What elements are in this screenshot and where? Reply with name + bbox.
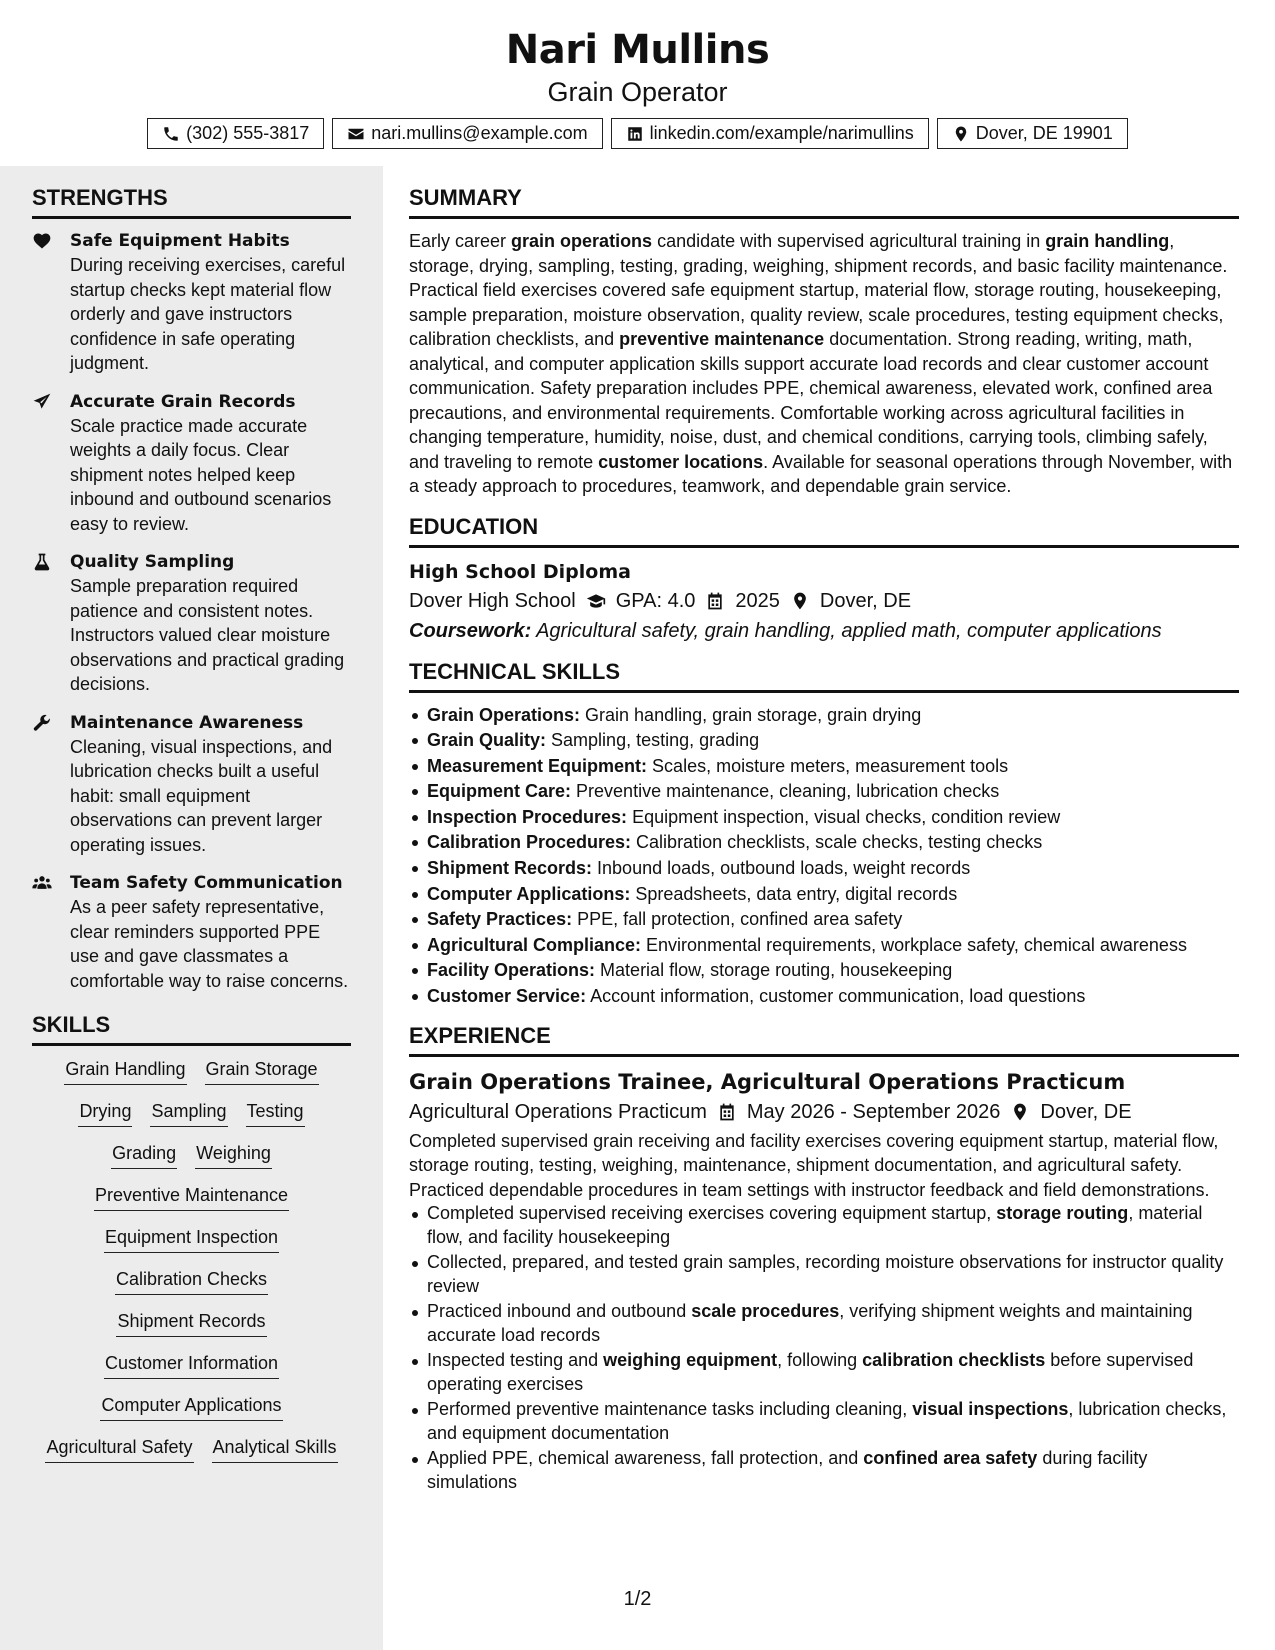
strength-item	[32, 871, 351, 993]
technical-skill-label: Inspection Procedures:	[427, 806, 628, 827]
calendar-icon	[717, 1102, 737, 1122]
skill-row	[45, 1434, 337, 1463]
education-heading: EDUCATION	[409, 513, 1239, 548]
strength-desc: Cleaning, visual inspections, and lubrication checks built a useful habit: small equipment observations can prevent larger operating issues.	[70, 736, 333, 855]
job-bullet-fragment: scale procedures	[691, 1301, 840, 1322]
contact-location[interactable]	[937, 118, 1128, 149]
contact-linkedin-text: linkedin.com/example/narimullins	[649, 123, 914, 143]
job-bullet-fragment: , verifying shipment weights and maintaining accurate load records	[427, 1301, 1193, 1345]
resume-header	[0, 0, 1275, 149]
job-bullet-fragment: Completed supervised receiving exercises covering equipment startup,	[427, 1203, 997, 1224]
page-number: 1/2	[623, 1588, 652, 1610]
skill-tag: Computer Applications	[100, 1392, 282, 1421]
skill-row	[104, 1224, 279, 1253]
skill-tag: Analytical Skills	[212, 1434, 338, 1463]
graduation-cap-icon	[586, 591, 606, 611]
gpa: GPA: 4.0	[615, 589, 696, 612]
technical-skill-label: Customer Service:	[427, 986, 587, 1007]
strength-item	[32, 229, 351, 376]
technical-skill-item	[409, 728, 1239, 754]
contact-email[interactable]	[332, 118, 602, 149]
technical-skill-item	[409, 754, 1239, 780]
technical-skill-value: Material flow, storage routing, housekeeping	[595, 960, 953, 981]
skill-tag: Preventive Maintenance	[94, 1182, 289, 1211]
technical-skill-label: Shipment Records:	[427, 858, 593, 879]
coursework-label: Coursework:	[409, 619, 532, 642]
map-pin-icon	[790, 591, 810, 611]
strength-desc: Sample preparation required patience and consistent notes. Instructors valued clear moisture observations and practical grading decisions.	[70, 576, 345, 694]
skill-tag: Grain Handling	[64, 1056, 186, 1085]
school-name: Dover High School	[409, 589, 576, 612]
strengths-heading: STRENGTHS	[32, 184, 351, 219]
job-bullet	[409, 1300, 1239, 1347]
technical-skill-value: Calibration checklists, scale checks, testing checks	[631, 832, 1043, 853]
technical-skill-value: PPE, fall protection, confined area safety	[572, 909, 903, 930]
flask-icon	[32, 552, 52, 572]
strength-title: Quality Sampling	[70, 552, 235, 572]
technical-skill-label: Calibration Procedures:	[427, 832, 632, 853]
summary-fragment: documentation. Strong reading, writing, math, analytical, and computer application skills support accurate load records and clear customer account communication. Safety preparation includes PPE, chemical awareness, elevated work, confined area precautions, and environmental requirements. Comfortable working across agricultural facilities in changing temperature, humidity, noise, dust, and chemical conditions, carrying tools, climbing safely, and traveling to remote	[409, 329, 1213, 472]
technical-skill-label: Computer Applications:	[427, 883, 631, 904]
technical-skill-label: Equipment Care:	[427, 781, 572, 802]
contact-linkedin[interactable]	[611, 118, 929, 149]
skill-tag: Customer Information	[104, 1350, 279, 1379]
wrench-icon	[32, 713, 52, 733]
technical-skills-list	[409, 703, 1239, 1010]
skill-row	[64, 1056, 318, 1085]
job-bullet	[409, 1349, 1239, 1396]
main-content	[383, 166, 1275, 1506]
job-bullet-fragment: calibration checklists	[862, 1350, 1046, 1371]
skill-tag: Shipment Records	[116, 1308, 266, 1337]
summary-fragment: candidate with supervised agricultural training in	[652, 231, 1046, 251]
job-bullet-fragment: Performed preventive maintenance tasks including cleaning,	[427, 1399, 913, 1420]
technical-skill-value: Preventive maintenance, cleaning, lubrication checks	[571, 781, 1000, 802]
skill-tag: Agricultural Safety	[45, 1434, 193, 1463]
skill-tag: Weighing	[195, 1140, 272, 1169]
job-bullet-fragment: weighing equipment	[603, 1350, 778, 1371]
strength-desc: As a peer safety representative, clear reminders supported PPE use and gave classmates a comfortable way to raise concerns.	[70, 897, 349, 991]
technical-skill-label: Safety Practices:	[427, 909, 573, 930]
job-bullet-fragment: Collected, prepared, and tested grain samples, recording moisture observations for instructor quality review	[427, 1252, 1224, 1296]
skill-tag: Calibration Checks	[115, 1266, 268, 1295]
job-bullet-fragment: , following	[777, 1350, 863, 1371]
job-title: Grain Operations Trainee, Agricultural Operations Practicum	[409, 1069, 1126, 1094]
job-dates: May 2026 - September 2026	[746, 1100, 1001, 1123]
strength-item	[32, 711, 351, 858]
technical-skill-value: Grain handling, grain storage, grain drying	[580, 704, 922, 725]
technical-skill-label: Facility Operations:	[427, 960, 596, 981]
technical-skill-value: Inbound loads, outbound loads, weight records	[592, 858, 971, 879]
strength-title: Safe Equipment Habits	[70, 231, 290, 251]
technical-skill-item	[409, 933, 1239, 959]
linkedin-icon	[626, 125, 644, 143]
skill-row	[116, 1308, 266, 1337]
technical-skill-item	[409, 907, 1239, 933]
map-pin-icon	[952, 125, 970, 143]
job-bullet-fragment: visual inspections	[912, 1399, 1069, 1420]
job-bullet-fragment: Applied PPE, chemical awareness, fall protection, and	[427, 1448, 864, 1469]
job-bullet	[409, 1447, 1239, 1494]
contact-location-text: Dover, DE 19901	[975, 123, 1113, 143]
skill-row	[115, 1266, 268, 1295]
job-bullet-fragment: during facility simulations	[427, 1448, 1148, 1492]
strength-desc: Scale practice made accurate weights a daily focus. Clear shipment notes helped keep inbound and outbound scenarios easy to review.	[70, 415, 332, 534]
technical-skill-item	[409, 984, 1239, 1010]
skill-row	[111, 1140, 272, 1169]
technical-skill-item	[409, 703, 1239, 729]
candidate-role: Grain Operator	[547, 77, 728, 107]
summary-fragment: grain operations	[511, 231, 653, 251]
education-meta	[409, 586, 1239, 616]
contact-email-text: nari.mullins@example.com	[371, 123, 588, 143]
experience-heading: EXPERIENCE	[409, 1022, 1239, 1057]
job-bullet-fragment: storage routing	[996, 1203, 1129, 1224]
job-location: Dover, DE	[1040, 1100, 1132, 1123]
contact-bar	[0, 118, 1275, 149]
sidebar	[0, 166, 383, 1650]
job-bullet-fragment: , lubrication checks, and equipment documentation	[427, 1399, 1227, 1443]
job-bullet-fragment: , material flow, and facility housekeeping	[427, 1203, 1203, 1247]
technical-skill-value: Account information, customer communication, load questions	[586, 986, 1086, 1007]
envelope-icon	[347, 125, 365, 143]
summary-fragment: customer locations	[598, 451, 764, 472]
summary-fragment: grain handling	[1045, 231, 1170, 251]
technical-skill-item	[409, 856, 1239, 882]
job-description: Completed supervised grain receiving and facility exercises covering equipment startup, material flow, storage routing, testing, weighing, maintenance, shipment documentation, and agricultural safety. Practiced dependable procedures in team settings with instructor feedback and field demonstrations.	[409, 1130, 1219, 1200]
strength-item	[32, 550, 351, 697]
candidate-name: Nari Mullins	[505, 27, 770, 73]
summary-text	[409, 229, 1239, 499]
coursework	[409, 616, 1239, 646]
strength-desc: During receiving exercises, careful startup checks kept material flow orderly and gave instructors confidence in safe operating judgment.	[70, 255, 346, 373]
technical-skill-item	[409, 779, 1239, 805]
technical-skill-label: Agricultural Compliance:	[427, 934, 642, 955]
technical-skill-value: Environmental requirements, workplace safety, chemical awareness	[641, 934, 1187, 955]
strength-title: Team Safety Communication	[70, 873, 343, 893]
job-bullet-fragment: before supervised operating exercises	[427, 1350, 1194, 1394]
skill-tag: Grain Storage	[205, 1056, 319, 1085]
strength-item	[32, 390, 351, 537]
skill-row	[100, 1392, 282, 1421]
job-bullet-fragment: confined area safety	[863, 1448, 1038, 1469]
summary-fragment: Early career	[409, 231, 512, 251]
skill-row	[94, 1182, 289, 1211]
technical-skill-value: Sampling, testing, grading	[546, 730, 760, 751]
technical-skill-item	[409, 830, 1239, 856]
skills-heading: SKILLS	[32, 1011, 351, 1046]
job-bullet	[409, 1202, 1239, 1249]
job-bullet-fragment: Inspected testing and	[427, 1350, 604, 1371]
technical-skills-heading: TECHNICAL SKILLS	[409, 658, 1239, 693]
heart-icon	[32, 231, 52, 251]
job-bullet	[409, 1251, 1239, 1298]
technical-skill-item	[409, 958, 1239, 984]
job-org: Agricultural Operations Practicum	[409, 1100, 707, 1123]
coursework-text: Agricultural safety, grain handling, applied math, computer applications	[531, 619, 1162, 642]
contact-phone-text: (302) 555-3817	[186, 123, 310, 143]
calendar-icon	[705, 591, 725, 611]
contact-phone[interactable]	[147, 118, 324, 149]
technical-skill-item	[409, 805, 1239, 831]
technical-skill-label: Measurement Equipment:	[427, 755, 648, 776]
job-bullet-fragment: Practiced inbound and outbound	[427, 1301, 692, 1322]
skill-row	[104, 1350, 279, 1379]
technical-skill-value: Scales, moisture meters, measurement tools	[647, 755, 1009, 776]
summary-fragment: . Available for seasonal operations through November, with a steady approach to procedures, teamwork, and dependable grain service.	[409, 451, 1233, 496]
job-meta	[409, 1097, 1239, 1127]
technical-skill-label: Grain Operations:	[427, 704, 581, 725]
skill-tag: Testing	[246, 1098, 305, 1127]
school-location: Dover, DE	[819, 589, 912, 612]
summary-fragment: preventive maintenance	[619, 329, 825, 349]
paper-plane-icon	[32, 392, 52, 412]
technical-skill-value: Equipment inspection, visual checks, condition review	[627, 806, 1061, 827]
summary-heading: SUMMARY	[409, 184, 1239, 219]
technical-skill-value: Spreadsheets, data entry, digital records	[630, 883, 958, 904]
summary-fragment: , storage, drying, sampling, testing, grading, weighing, shipment records, and basic facility maintenance. Practical field exercises covered safe equipment startup, material flow, storage routing, housekeeping, sample preparation, moisture observation, quality review, scale procedures, testing equipment checks, calibration checklists, and	[409, 231, 1228, 349]
map-pin-icon	[1010, 1102, 1030, 1122]
users-icon	[32, 873, 52, 893]
skill-row	[78, 1098, 304, 1127]
strength-title: Accurate Grain Records	[70, 391, 296, 412]
skills-list	[32, 1056, 351, 1476]
job-bullets	[409, 1202, 1239, 1494]
skill-tag: Equipment Inspection	[104, 1224, 279, 1253]
skill-tag: Grading	[111, 1140, 177, 1169]
job-bullet	[409, 1398, 1239, 1445]
degree-title: High School Diploma	[409, 560, 631, 583]
skill-tag: Drying	[78, 1098, 132, 1127]
graduation-year: 2025	[735, 589, 780, 612]
phone-icon	[162, 125, 180, 143]
technical-skill-label: Grain Quality:	[427, 730, 547, 751]
technical-skill-item	[409, 882, 1239, 908]
strength-title: Maintenance Awareness	[70, 712, 304, 733]
skill-tag: Sampling	[150, 1098, 227, 1127]
